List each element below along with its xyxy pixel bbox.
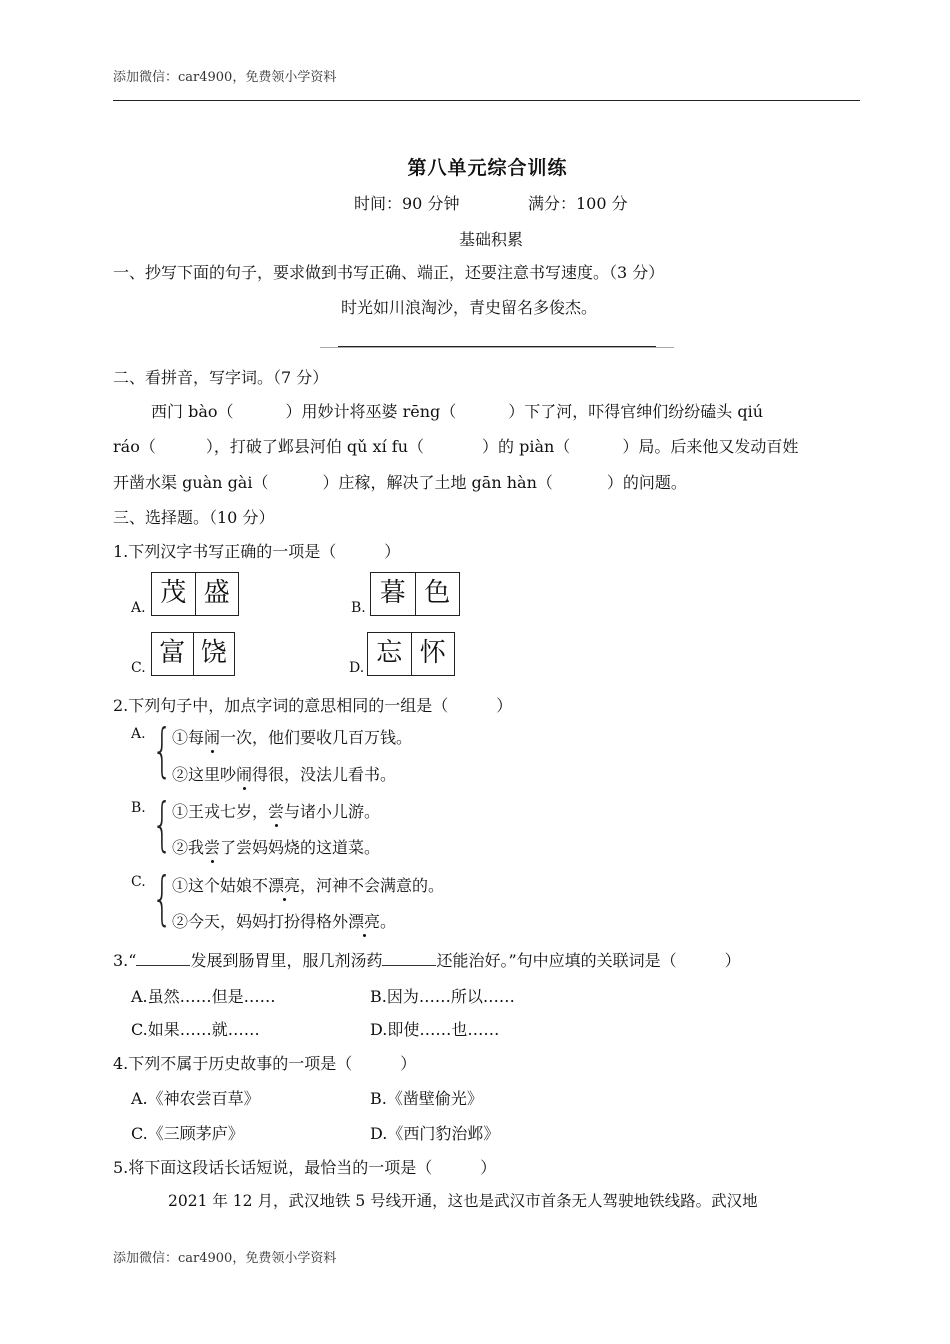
- option-d-label: D.: [349, 660, 365, 676]
- char-box: 色: [415, 573, 460, 615]
- option-d-box[interactable]: [367, 632, 455, 676]
- q3-item4-option-b[interactable]: B.《凿壁偷光》: [370, 1089, 483, 1108]
- option-c-box[interactable]: [151, 632, 235, 676]
- q3-item4-option-d[interactable]: D.《西门豹治邺》: [370, 1124, 500, 1143]
- page-title: 第八单元综合训练: [407, 157, 568, 179]
- q3-item5-text: 2021 年 12 月，武汉地铁 5 号线开通，这也是武汉市首条无人驾驶地铁线路。武汉地: [168, 1192, 758, 1210]
- fill-blank[interactable]: [382, 965, 436, 966]
- footer-note: 添加微信：car4900，免费领小学资料: [113, 1251, 337, 1266]
- q3-item3-stem: 3.“ 发展到肠胃里，服几剂汤药 还能治好。”句中应填的关联词是（ ）: [113, 951, 741, 970]
- q3-heading: 三、选择题。（10 分）: [113, 508, 275, 527]
- q2-line-1: 西门 bào（ ）用妙计将巫婆 rēng（ ）下了河，吓得官绅们纷纷磕头 qiú: [151, 402, 764, 421]
- q3-item1-stem: 1.下列汉字书写正确的一项是（ ）: [113, 542, 401, 561]
- char-box: 富: [159, 638, 186, 668]
- q1-sentence: 时光如川浪淘沙，青史留名多俊杰。: [341, 298, 598, 317]
- brace-icon: {: [152, 716, 173, 784]
- char-box: 茂: [160, 578, 187, 608]
- q3-item5-stem: 5.将下面这段话长话短说，最恰当的一项是（ ）: [113, 1158, 497, 1177]
- option-c-label: C.: [131, 660, 146, 676]
- choice-c-line-1: ①这个姑娘不漂亮，河神不会满意的。: [172, 873, 444, 896]
- option-b-label: B.: [351, 600, 366, 616]
- char-box: 盛: [195, 573, 239, 615]
- q2-line-2: ráo（ ），打破了邺县河伯 qǔ xí fu（ ）的 piàn（ ）局。后来他又发动百姓: [113, 437, 799, 456]
- option-b-box[interactable]: [370, 572, 460, 616]
- char-box: 饶: [193, 633, 235, 675]
- choice-b-label: B.: [131, 800, 146, 816]
- brace-icon: {: [152, 790, 173, 858]
- q3-item2-stem: 2.下列句子中，加点字词的意思相同的一组是（ ）: [113, 696, 513, 715]
- choice-a-label: A.: [131, 726, 146, 742]
- choice-a-line-2: ②这里吵闹得很，没法儿看书。: [172, 762, 396, 785]
- choice-b-line-1: ①王戎七岁，尝与诸小儿游。: [172, 799, 380, 822]
- fill-blank[interactable]: [136, 965, 190, 966]
- section-label: 基础积累: [459, 230, 524, 249]
- char-box: 怀: [411, 633, 455, 675]
- char-box: 暮: [379, 578, 406, 608]
- choice-c-line-2: ②今天，妈妈打扮得格外漂亮。: [172, 909, 396, 932]
- q3-item3-option-b[interactable]: B.因为……所以……: [370, 987, 515, 1006]
- option-a-box[interactable]: [151, 572, 239, 616]
- q3-item4-option-a[interactable]: A.《神农尝百草》: [131, 1089, 260, 1108]
- q3-item3-option-d[interactable]: D.即使……也……: [370, 1020, 500, 1039]
- header-note: 添加微信：car4900，免费领小学资料: [113, 70, 337, 85]
- q1-answer-line[interactable]: [338, 346, 656, 347]
- choice-b-line-2: ②我尝了尝妈妈烧的这道菜。: [172, 835, 380, 858]
- exam-score: 满分：100 分: [528, 194, 628, 213]
- char-box: 忘: [376, 638, 403, 668]
- q3-item3-option-a[interactable]: A.虽然……但是……: [131, 987, 276, 1006]
- exam-time: 时间：90 分钟: [354, 194, 460, 213]
- brace-icon: {: [152, 864, 173, 932]
- q3-item3-option-c[interactable]: C.如果……就……: [131, 1020, 260, 1039]
- option-a-label: A.: [131, 600, 146, 616]
- header-rule: [113, 100, 860, 101]
- q1-answer-line-faint: [320, 347, 674, 348]
- q3-item4-stem: 4.下列不属于历史故事的一项是（ ）: [113, 1054, 417, 1073]
- q3-item4-option-c[interactable]: C.《三顾茅庐》: [131, 1124, 244, 1143]
- choice-c-label: C.: [131, 874, 146, 890]
- q2-heading: 二、看拼音，写字词。（7 分）: [113, 368, 329, 387]
- q1-heading: 一、抄写下面的句子，要求做到书写正确、端正，还要注意书写速度。（3 分）: [113, 263, 665, 282]
- q2-line-3: 开凿水渠 guàn gài（ ）庄稼，解决了土地 gān hàn（ ）的问题。: [113, 473, 687, 492]
- choice-a-line-1: ①每闹一次，他们要收几百万钱。: [172, 725, 412, 748]
